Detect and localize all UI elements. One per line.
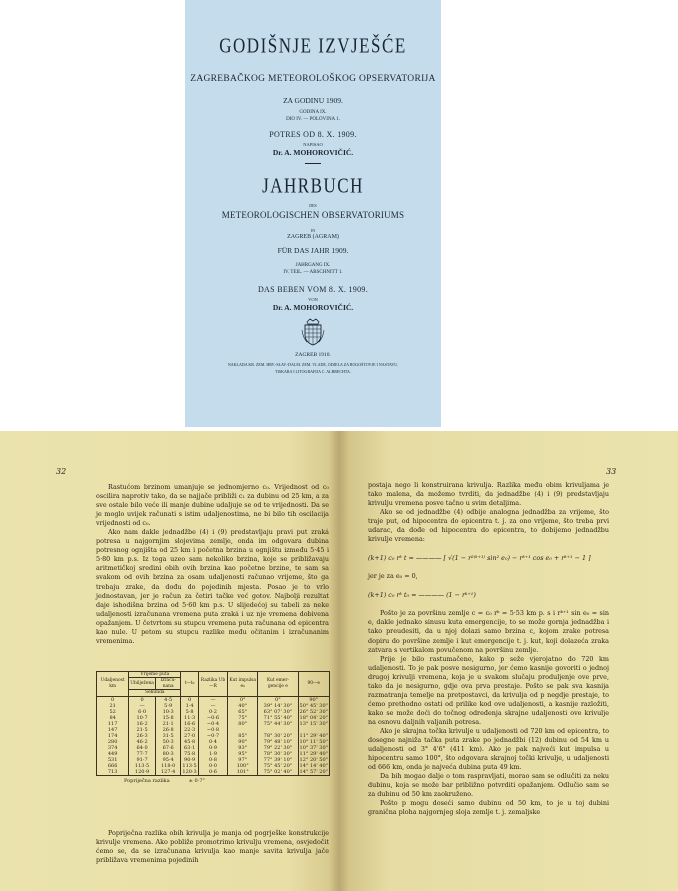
table-cell: 13° 15' 30" <box>299 720 328 727</box>
open-book-spread <box>0 431 678 891</box>
cover-meteo: METEOROLOGISCHEN OBSERVATORIUMS <box>221 210 405 220</box>
book-cover <box>185 0 441 427</box>
equation-2-intro: jer je za e₀ = 0, <box>368 572 418 581</box>
cover-publisher-2: TISKARA I LITOGRAFIJA C. ALBRECHTA. <box>275 369 351 374</box>
table-cell: 100° <box>228 763 258 769</box>
table-cell: 113·5 <box>182 762 197 769</box>
table-cell: 27·0 <box>181 733 198 739</box>
cover-jahrgang: JAHRGANG IX. <box>295 263 331 268</box>
col-ubiljezena: Ubilježena <box>129 678 156 690</box>
right-paragraph-2: Ako se od jednadžbe (4) odbije analogna jednadžba za vrijeme, što traje put, od hipocentra do epicentra t. j. za ono vrijeme, što treba prvi udarac, da dođe od hipocentra do epicentra, to dobijemo jednadžbu krivulje vremena: <box>368 508 609 544</box>
col-kut-impulsa: Kut impulsa e₀ <box>228 672 258 697</box>
left-page-number: 32 <box>56 467 67 476</box>
table-cell: 75° 44' 30" <box>258 721 298 727</box>
table-cell: 78° 30' 30" <box>258 751 298 757</box>
right-page-body <box>368 481 609 817</box>
table-cell: 67·6 <box>155 745 181 751</box>
table-cell: 16·2 <box>129 721 156 727</box>
table-cell: 10° 11' 50" <box>299 738 328 745</box>
table-cell: 0 <box>129 696 156 703</box>
table-cell: 0 <box>181 696 198 703</box>
table-cell: 46·2 <box>129 739 156 745</box>
table-cell: 71° 55' 40" <box>258 715 298 721</box>
table-cell: −0·7 <box>198 733 227 739</box>
footer-label: Popriječna razlika <box>124 777 170 784</box>
cover-des: DES <box>309 203 317 208</box>
equation-2-denominator: (k+1) c₀ rᵏ <box>368 591 402 600</box>
table-cell: 0 <box>97 696 129 703</box>
col-90-e: 90—e <box>298 672 330 697</box>
table-cell: 113·5 <box>129 763 156 769</box>
table-cell: 79° 48' 10" <box>258 739 298 745</box>
cover-zagreb-agram: ZAGREB (AGRAM) <box>287 234 339 240</box>
table-cell: 14° 57' 20" <box>299 768 328 775</box>
col-t-t0: t—t₀ <box>181 672 198 697</box>
table-cell: 85° <box>228 733 258 739</box>
table-cell: 147 <box>97 727 129 733</box>
table-cell: 280 <box>97 739 129 745</box>
table-cell: 15·8 <box>155 715 181 721</box>
table-cell: 713 <box>97 769 129 776</box>
table-cell: 120·9 <box>129 769 156 776</box>
table-cell: 78° 30' 20" <box>258 733 298 739</box>
table-cell: 95·4 <box>155 757 181 763</box>
cover-napisao: NAPISAO <box>303 142 323 147</box>
table-cell: 0·0 <box>198 763 227 769</box>
table-cell: 5·8 <box>181 709 198 715</box>
left-paragraph-2: Ako nam dakle jednadžbe (4) i (9) predstavljaju pravi put zraká potresa u najgornjim slojevima zemlje, onda im odgovara dubina potresnog ognjišta od 25 km i početna brzina u ognjištu između 5·45 i 5·80 km p.s. Iz toga uzeo sam nekoliko brzina, koje se približavaju aritmetičkoj sredini obih ovih brzina kao početne brzine, te sam sa svakom od ovih brzina za osam udaljenosti računao vrijeme, što ga trebaju zrake, da dođu do pojedinih mjesta. Posao je to vrlo jednostavan, jer je račun za četiri tačke već gotov. Najbolji rezultat daje ishodišna brzina od 5·60 km p.s. U slijedećoj su tabeli za neke udaljenosti izračunana vremena puta zraká i uz nje vremena dobivena opažanjem. U četvrtom su stupcu vremena puta računana od epicentra kao nule. U petom su stupcu razlike među očitanim i izračunanim vremenima. <box>96 528 329 645</box>
table-cell: −0·8 <box>198 727 227 733</box>
table-cell: 22·3 <box>181 727 198 733</box>
cover-year-line: ZA GODINU 1909. <box>283 96 343 105</box>
table-cell: 0° <box>258 696 298 703</box>
left-paragraph-3: Popriječna razlika obih krivulja je manja od pogrješke konstrukcije krivulje vremena. Ako pobliže promotrimo krivulju vremena, osvjedočit ćemo se, da se izračunana krivulja kao manje savita krivulja jače približava vremenima pojedinih <box>96 829 329 865</box>
left-paragraph-1: Rastućom brzinom umanjuje se jednomjerno c₀. Vrijednost od c₀ oscilira naprotiv tako, da se najjače približi c₁ za dubinu od 25 km, a za sve ostale bilo veće ili manje dubine udaljuje se od te vrijednosti. Da se je moglo uvijek računati s istim udaljenostima, ne bi bilo tih oscilacija vrijednosti od c₀. <box>96 483 329 528</box>
table-cell: — <box>198 696 227 703</box>
table-cell: 40° <box>228 703 258 709</box>
table-cell: 39° 14' 30" <box>258 703 298 709</box>
table-cell: 0·9 <box>198 745 227 751</box>
table-cell: 79° 22' 30" <box>258 745 298 751</box>
table-cell: 10·3 <box>155 709 181 715</box>
equation-2-body: t₀ = ———— (1 − rᵏ⁺¹) <box>403 591 476 600</box>
equation-1-denominator: (k+1) c₀ rᵏ <box>368 554 402 563</box>
table-cell: 0·4 <box>198 739 227 745</box>
table-cell: 75° 45' 20" <box>258 763 298 769</box>
col-razlika: Razlika Ub—R <box>198 672 227 697</box>
table-cell: 75° <box>228 715 258 721</box>
table-cell: 0·8 <box>198 757 227 763</box>
table-cell: 77° 39' 10" <box>258 757 298 763</box>
table-cell: 21 <box>97 703 129 709</box>
table-cell: 65° <box>228 709 258 715</box>
table-cell: 91·7 <box>129 757 156 763</box>
table-cell: 10·7 <box>129 715 156 721</box>
table-cell: 84 <box>97 715 129 721</box>
table-cell: 21·5 <box>129 727 156 733</box>
table-cell: 90° <box>298 696 330 703</box>
table-cell: 50·3 <box>155 739 181 745</box>
footer-value: ± 0·7" <box>188 777 205 784</box>
cover-in: IN <box>310 228 316 233</box>
table-cell: 10° 37' 30" <box>299 744 328 751</box>
table-cell: 21·1 <box>155 721 181 727</box>
table-cell: 95° <box>228 751 258 757</box>
table-body <box>97 696 330 775</box>
table-cell: 64·0 <box>129 745 156 751</box>
right-paragraph-5: Ako je skrajna točka krivulje u udaljenosti od 720 km od epicentra, to dosegne najniža tačka puta zrake po jednadžbi (12) dubinu od 54 km u udaljenosti od 3° 4'6" (411 km). Ako je pak najveći kut impulsa u hipocentru samo 100°, što odgovara skrajnoj točki krivulje, u udaljenosti od 666 km, onda je najveća dubina puta 49 km. <box>368 726 609 772</box>
table-cell: 16·6 <box>181 721 198 727</box>
table-cell: 50° 45' 30" <box>299 702 328 709</box>
col-izracunana: Izraču-nana <box>155 678 181 690</box>
table-cell: 18° 04' 20" <box>299 714 328 721</box>
table-cell: 120·3 <box>182 768 197 775</box>
right-paragraph-1: postaja nego li konstruirana krivulja. Razlika među obim krivuljama je tako malena, da možemo tvrditi, da jednadžbe (4) i (9) predstavljaju krivulju vremena posve tačno u svim detaljima. <box>368 481 609 508</box>
cover-beben: DAS BEBEN VOM 8. X. 1909. <box>257 285 369 294</box>
table-cell: 90·9 <box>181 757 198 763</box>
table-cell: 4·5 <box>155 696 181 703</box>
cover-title: GODIŠNJE IZVJEŠĆE <box>219 33 407 58</box>
table-cell: 77·7 <box>129 751 156 757</box>
right-paragraph-6: Da bih mogao dalje o tom raspravljati, morao sam se odlučiti za neku dubinu, koja se može bar približno potvrditi opažanjem. Odlučio sam se za dubinu od 50 km zaokruženo. <box>368 772 609 799</box>
table-cell: 174 <box>97 733 129 739</box>
col-udaljenost: Udaljenost km <box>97 672 129 697</box>
cover-subtitle: ZAGREBAČKOG METEOROLOŠKOG OPSERVATORIJA <box>190 74 436 84</box>
equation-1 <box>368 544 609 572</box>
cover-jahrbuch: JAHRBUCH <box>262 173 364 198</box>
right-paragraph-7: Pošto p mogu doseći samo dubinu od 50 km, to je u toj dubini granična ploha najgornjeg sloja zemlje t. j. zemaljske <box>368 799 609 817</box>
table-footer <box>96 778 330 784</box>
right-paragraph-3: Pošto je za površinu zemlje c = c₀ rᵏ = 5·53 km p. s i rᵏ⁺¹ sin e₀ = sin e, dakle jednako sinusu kuta emergencije, to se može gornja jednadžba i tako preudesiti, da u njoj dolazi samo brzina c, kojom zrake potresa dopiru do površine zemlje i kut emergencije t. j. kut, koji dolazeća zraka zatvara s vertikalom povučenom na površinu zemlje. <box>368 609 609 654</box>
table-cell: 118·0 <box>155 763 181 769</box>
table-cell: 11° 29' 40" <box>299 750 328 757</box>
table-cell: 374 <box>97 745 129 751</box>
col-sekunda: Sekunda <box>129 690 181 696</box>
table-cell: 531 <box>97 757 129 763</box>
table-cell: 0·6 <box>198 769 227 776</box>
table-cell: 0° <box>228 696 258 703</box>
cover-godina: GODINA IX. <box>299 110 327 115</box>
col-vrijeme-puta: Vrijeme puta <box>129 672 181 678</box>
left-page-body <box>96 483 329 646</box>
table-cell: 80·3 <box>155 751 181 757</box>
table-cell: 11·3 <box>181 715 198 721</box>
table-cell: 449 <box>97 751 129 757</box>
cover-city: ZAGREB 1910. <box>295 352 331 358</box>
table-cell: 75·8 <box>181 751 198 757</box>
table-cell: 666 <box>97 763 129 769</box>
table-cell: 101° <box>228 769 258 776</box>
right-page-number: 33 <box>606 467 617 476</box>
table-row <box>97 769 330 776</box>
table-cell: 80° <box>228 721 258 727</box>
table-cell: — <box>129 703 156 709</box>
cover-teil: IV. TEIL. — ABSCHNITT 1. <box>283 270 343 275</box>
travel-time-table <box>96 671 330 823</box>
cover-author-2: Dr. A. MOHOROVIČIĆ. <box>272 303 354 312</box>
cover-potres: POTRES OD 8. X. 1909. <box>269 130 357 139</box>
cover-author: Dr. A. MOHOROVIČIĆ. <box>272 148 354 157</box>
table-cell: 97° <box>228 757 258 763</box>
table-cell: −0·4 <box>198 721 227 727</box>
table-cell: −0·6 <box>198 715 227 721</box>
coat-of-arms-icon <box>301 318 325 346</box>
cover-dio: DIO IV. — POLOVINA 1. <box>286 117 340 122</box>
equation-1-body: t = ———— [ √(1 − r²⁽ᵏ⁺¹⁾ sin² e₀) − rᵏ⁺¹ cos e₀ + rᵏ⁺¹ − 1 ] <box>403 554 591 563</box>
cover-divider <box>305 163 321 164</box>
equation-2 <box>368 581 609 609</box>
table-cell: — <box>198 703 227 709</box>
table-cell: 31·5 <box>155 733 181 739</box>
cover-publisher-1: NAKLADA KR. ZEM. HRV.-SLAV.-DALM. ZEM. VLADE, ODJELA ZA BOGOŠTOVJE I NASTAVU. <box>227 362 399 367</box>
cover-von: VON <box>308 297 318 302</box>
col-kut-emergencije: Kut emer-gencije e <box>258 672 298 697</box>
cover-fur: FÜR DAS JAHR 1909. <box>277 246 349 255</box>
table-cell: 90° <box>228 739 258 745</box>
left-page-body-bottom <box>96 829 329 865</box>
table-cell: 63·1 <box>181 745 198 751</box>
table-cell: 117 <box>97 721 129 727</box>
right-paragraph-4: Prije je bilo rastumačeno, kako p seže vjerojatno do 720 km udaljenosti. To je pak posve nesigurno, jer ćemo kasnije govoriti o jednoj drugoj krivulji vremena, koja je u svakom slučaju produljenje ove prve, tako da je nesigurno, gdje ova prva prestaje. Pošto se pak sva kasnija razmatranja temelje na pretpostavci, da krivulja od p negdje prestaje, to ćemo prethodno ostati od prilike kod ove udaljenosti, a kasnije razložiti, kako se može doći do točnog određenja skrajne udaljenosti ove krivulje na osnovu daljnih valjanih potresa. <box>368 654 609 726</box>
table-cell: 6·0 <box>129 709 156 715</box>
table-cell: 26·3 <box>129 733 156 739</box>
table-cell: 1·9 <box>198 751 227 757</box>
table-cell: 11° 29' 40" <box>299 732 328 739</box>
table-cell: 14° 14' 40" <box>299 762 328 769</box>
table-cell: 93° <box>228 745 258 751</box>
table-cell: 12° 20' 50" <box>299 756 328 763</box>
table-cell: 26·8 <box>155 727 181 733</box>
table-cell: 26° 52' 30" <box>299 708 328 715</box>
table-cell: 5·9 <box>155 703 181 709</box>
table-cell: 0·2 <box>198 709 227 715</box>
table-cell: 75° 02' 40" <box>258 769 298 776</box>
table-cell: 45·8 <box>181 739 198 745</box>
table-cell: 1·4 <box>181 703 198 709</box>
table-cell: 127·4 <box>155 769 181 776</box>
table-cell: 63° 07' 30" <box>258 709 298 715</box>
table-cell: 52 <box>97 709 129 715</box>
